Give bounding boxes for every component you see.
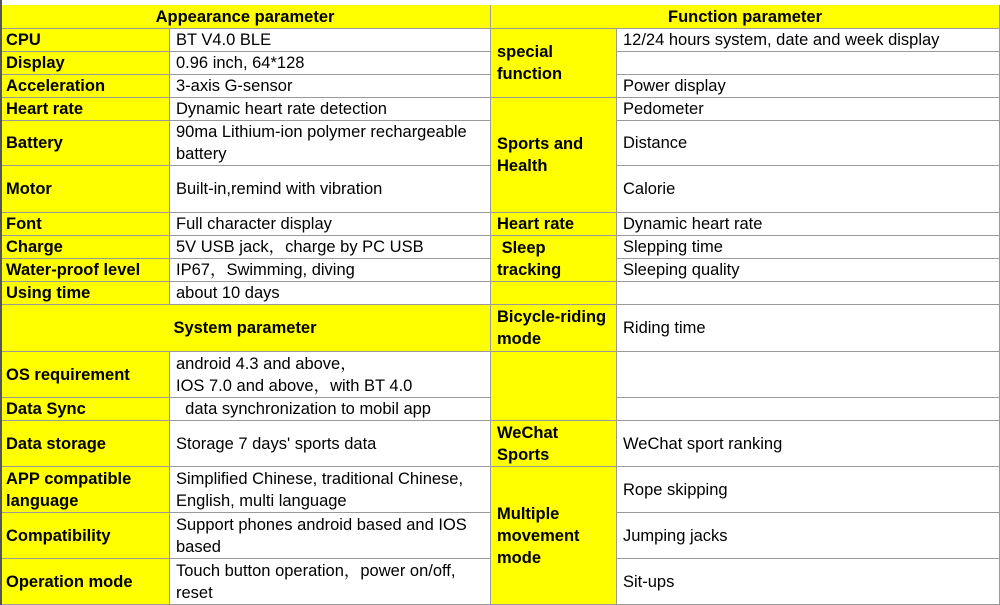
param-value: about 10 days (170, 282, 491, 305)
function-value: Rope skipping (617, 467, 1000, 513)
function-value (617, 52, 1000, 75)
function-value: Pedometer (617, 98, 1000, 121)
param-value: data synchronization to mobil app (170, 398, 491, 421)
function-value-empty (617, 352, 1000, 398)
param-label: OS requirement (0, 352, 170, 398)
param-label: Acceleration (0, 75, 170, 98)
param-label: Font (0, 213, 170, 236)
function-value: Jumping jacks (617, 513, 1000, 559)
param-value: Support phones android based and IOS based (170, 513, 491, 559)
function-value: WeChat sport ranking (617, 421, 1000, 467)
param-value: Built-in,remind with vibration (170, 166, 491, 213)
function-value: Sleeping quality (617, 259, 1000, 282)
function-label: special function (491, 29, 617, 98)
function-label: WeChat Sports (491, 421, 617, 467)
param-value: Simplified Chinese, traditional Chinese, English, multi language (170, 467, 491, 513)
function-label-empty (491, 352, 617, 421)
system-header: System parameter (0, 305, 491, 352)
param-value: 0.96 inch, 64*128 (170, 52, 491, 75)
param-label: Data Sync (0, 398, 170, 421)
param-value: android 4.3 and above， IOS 7.0 and above，with BT 4.0 (170, 352, 491, 398)
function-label: Multiple movement mode (491, 467, 617, 605)
param-label: Using time (0, 282, 170, 305)
function-label-empty (491, 282, 617, 305)
param-label: Battery (0, 121, 170, 166)
param-value: Storage 7 days' sports data (170, 421, 491, 467)
param-value: Dynamic heart rate detection (170, 98, 491, 121)
param-value: 3-axis G-sensor (170, 75, 491, 98)
param-label: CPU (0, 29, 170, 52)
param-value: Full character display (170, 213, 491, 236)
param-value: 5V USB jack，charge by PC USB (170, 236, 491, 259)
function-label: Heart rate (491, 213, 617, 236)
param-value: IP67，Swimming, diving (170, 259, 491, 282)
function-header: Function parameter (491, 5, 1000, 29)
param-label: Compatibility (0, 513, 170, 559)
param-value: Touch button operation，power on/off, reset (170, 559, 491, 605)
param-label: Charge (0, 236, 170, 259)
function-value: Distance (617, 121, 1000, 166)
param-label: Operation mode (0, 559, 170, 605)
function-value-empty (617, 282, 1000, 305)
param-value: 90ma Lithium-ion polymer rechargeable battery (170, 121, 491, 166)
param-label: Display (0, 52, 170, 75)
function-label: Sports and Health (491, 98, 617, 213)
function-value: Slepping time (617, 236, 1000, 259)
function-value: Calorie (617, 166, 1000, 213)
function-label: Bicycle-riding mode (491, 305, 617, 352)
function-value: Sit-ups (617, 559, 1000, 605)
function-value: Power display (617, 75, 1000, 98)
param-label: Heart rate (0, 98, 170, 121)
function-value-empty (617, 398, 1000, 421)
param-value: BT V4.0 BLE (170, 29, 491, 52)
function-value: Riding time (617, 305, 1000, 352)
param-label: APP compatible language (0, 467, 170, 513)
function-label: Sleep tracking (491, 236, 617, 282)
param-label: Water-proof level (0, 259, 170, 282)
function-value: Dynamic heart rate (617, 213, 1000, 236)
param-label: Motor (0, 166, 170, 213)
function-value: 12/24 hours system, date and week display (617, 29, 1000, 52)
appearance-header: Appearance parameter (0, 5, 491, 29)
param-label: Data storage (0, 421, 170, 467)
